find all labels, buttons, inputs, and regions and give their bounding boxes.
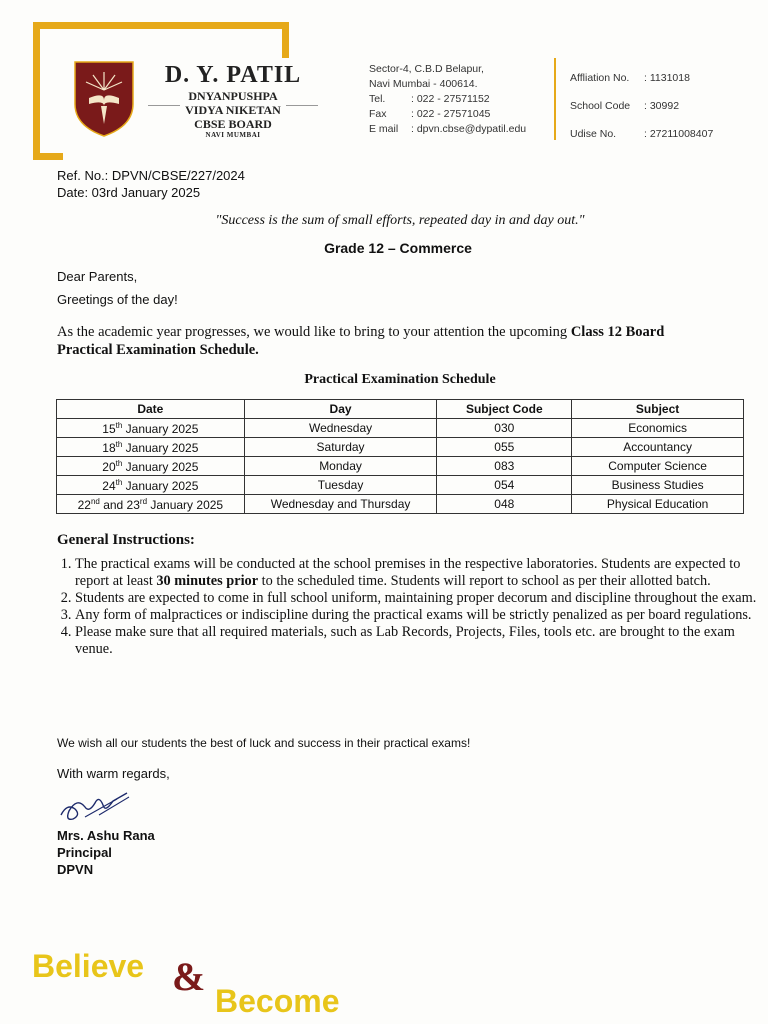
code-cell: 055 (437, 438, 572, 457)
instruction-item: 1. The practical exams will be conducted at the school premises in the respective laboratories. Students are expected to report at least 30 minutes prior to the scheduled time. Students will report to school as per their allotted batch. (75, 556, 765, 590)
instruction-item: 2. Students are expected to come in full school uniform, maintaining proper decorum and discipline throughout the exam. (75, 590, 765, 607)
header-frame-bottom (33, 153, 63, 160)
signer-org: DPVN (57, 862, 94, 877)
contact-block (369, 62, 526, 137)
col-header-day: Day (244, 400, 437, 419)
salutation: Dear Parents, (57, 269, 138, 284)
header-frame-left (33, 22, 40, 160)
header-divider (554, 58, 556, 140)
signer-name: Mrs. Ashu Rana (57, 828, 155, 843)
brand-name: D. Y. PATIL (164, 62, 302, 88)
brand-rule-left (148, 105, 180, 106)
udise-value: : 27211008407 (644, 128, 714, 140)
signer-title: Principal (57, 845, 112, 860)
reference-block (57, 167, 245, 201)
date-cell: 15th January 2025 (57, 419, 245, 438)
day-cell: Tuesday (244, 476, 437, 495)
signature-image (55, 785, 135, 827)
day-cell: Wednesday and Thursday (244, 495, 437, 514)
tel-label: Tel. (369, 93, 386, 105)
header-frame-right (282, 22, 289, 58)
school-name-line3: CBSE BOARD (194, 117, 272, 131)
quote: "Success is the sum of small efforts, repeated day in and day out." (215, 213, 585, 228)
subject-cell: Computer Science (572, 457, 744, 476)
intro-text: As the academic year progresses, we would like to bring to your attention the upcoming (57, 324, 571, 340)
date-cell: 18th January 2025 (57, 438, 245, 457)
address-line1: Sector-4, C.B.D Belapur, (369, 63, 484, 75)
instructions-title: General Instructions: (57, 532, 195, 548)
table-row (57, 419, 744, 438)
slogan-become: Become (215, 983, 340, 1019)
table-row (57, 438, 744, 457)
schedule-title: Practical Examination Schedule (304, 372, 496, 387)
col-header-date: Date (57, 400, 245, 419)
col-header-subject: Subject (572, 400, 744, 419)
day-cell: Saturday (244, 438, 437, 457)
subject-cell: Economics (572, 419, 744, 438)
code-cell: 054 (437, 476, 572, 495)
intro-paragraph (57, 323, 717, 359)
fax-label: Fax (369, 108, 387, 120)
schedule-table (56, 399, 744, 514)
instructions-list (55, 556, 765, 658)
address-line2: Navi Mumbai - 400614. (369, 78, 478, 90)
col-header-subject-code: Subject Code (437, 400, 572, 419)
affiliation-value: : 1131018 (644, 72, 690, 84)
intro-bold-text: Class 12 Board Practical Examination Schedule. (57, 324, 665, 358)
table-row (57, 457, 744, 476)
slogan-believe: Believe (32, 948, 145, 984)
day-cell: Monday (244, 457, 437, 476)
table-row (57, 495, 744, 514)
subject-cell: Business Studies (572, 476, 744, 495)
school-crest-logo (73, 60, 135, 138)
greeting: Greetings of the day! (57, 292, 178, 307)
subject-cell: Accountancy (572, 438, 744, 457)
table-row (57, 476, 744, 495)
day-cell: Wednesday (244, 419, 437, 438)
school-name-line4: NAVI MUMBAI (205, 131, 261, 139)
school-name-line2: VIDYA NIKETAN (185, 103, 281, 117)
closing-wish: We wish all our students the best of luck and success in their practical exams! (57, 736, 471, 750)
udise-label: Udise No. (570, 128, 617, 140)
subject-cell: Physical Education (572, 495, 744, 514)
closing-regards: With warm regards, (57, 766, 170, 781)
registration-block (570, 64, 713, 148)
brand-rule-right (286, 105, 318, 106)
schedule-header-row (57, 400, 744, 419)
code-cell: 030 (437, 419, 572, 438)
fax-value: : 022 - 27571045 (411, 108, 491, 120)
reference-number: Ref. No.: DPVN/CBSE/227/2024 (57, 168, 245, 183)
date-cell: 20th January 2025 (57, 457, 245, 476)
date-cell: 22nd and 23rd January 2025 (57, 495, 245, 514)
instruction-item: 4. Please make sure that all required materials, such as Lab Records, Projects, Files, tools etc. are brought to the exam venue. (75, 624, 765, 658)
code-cell: 083 (437, 457, 572, 476)
letter-date: Date: 03rd January 2025 (57, 185, 201, 200)
slogan-ampersand: & (172, 954, 206, 999)
signer-block (57, 827, 155, 878)
school-name-line1: DNYANPUSHPA (188, 89, 278, 103)
brand-block (148, 62, 318, 139)
grade-heading: Grade 12 – Commerce (324, 240, 472, 256)
email-value: : dpvn.cbse@dypatil.edu (411, 123, 527, 135)
header-frame-top (33, 22, 289, 29)
affiliation-label: Affliation No. (570, 72, 630, 84)
code-cell: 048 (437, 495, 572, 514)
instruction-item: 3. Any form of malpractices or indiscipline during the practical exams will be strictly penalized as per board regulations. (75, 607, 765, 624)
school-code-value: : 30992 (644, 100, 680, 112)
tel-value: : 022 - 27571152 (411, 93, 490, 105)
date-cell: 24th January 2025 (57, 476, 245, 495)
school-code-label: School Code (570, 100, 631, 112)
email-label: E mail (369, 123, 399, 135)
